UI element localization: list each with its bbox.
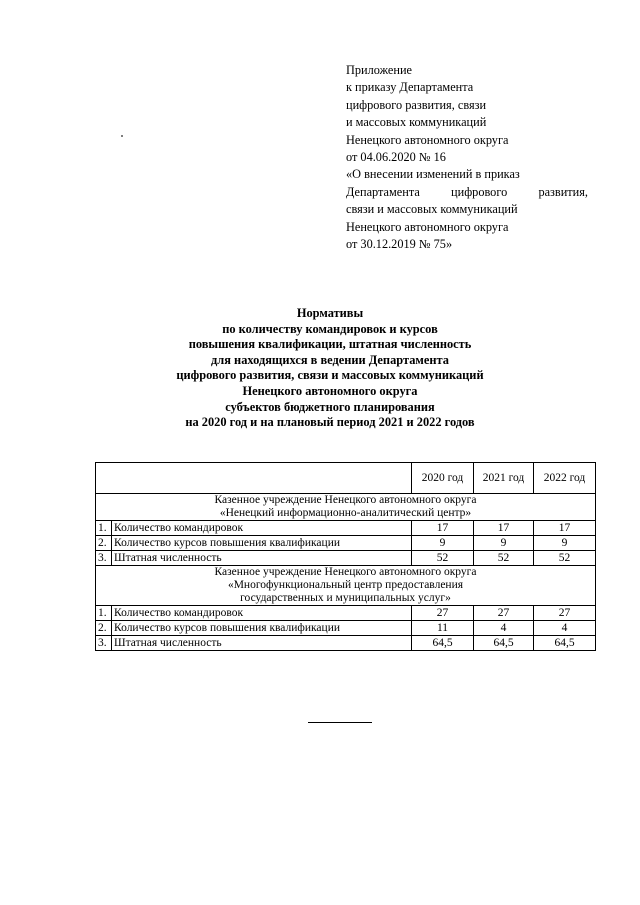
title-line: повышения квалификации, штатная численность <box>188 337 472 352</box>
appendix-line: Департамента цифрового развития, <box>346 184 588 199</box>
appendix-line: от 30.12.2019 № 75» <box>346 237 453 252</box>
section-heading-row <box>96 566 596 606</box>
row-number: 2. <box>96 621 112 636</box>
row-value: 64,5 <box>474 636 534 651</box>
row-value: 4 <box>474 621 534 636</box>
appendix-line: Ненецкого автономного округа <box>346 219 509 234</box>
title-line: Нормативы <box>296 306 364 320</box>
row-label: Штатная численность <box>112 636 412 651</box>
norms-table <box>95 462 596 651</box>
row-value: 52 <box>534 551 596 566</box>
row-value: 64,5 <box>412 636 474 651</box>
row-label: Количество курсов повышения квалификации <box>112 621 412 636</box>
appendix-line: цифрового развития, связи <box>346 97 487 112</box>
row-value: 9 <box>474 536 534 551</box>
appendix-line: Ненецкого автономного округа <box>346 132 509 147</box>
row-value: 52 <box>474 551 534 566</box>
appendix-line: от 04.06.2020 № 16 <box>346 150 446 165</box>
appendix-line: связи и массовых коммуникаций <box>346 202 518 217</box>
header-year: 2020 год <box>412 463 474 494</box>
row-value: 27 <box>534 606 596 621</box>
title-line: субъектов бюджетного планирования <box>225 399 435 414</box>
row-number: 1. <box>96 606 112 621</box>
row-value: 9 <box>412 536 474 551</box>
title-line: на 2020 год и на плановый период 2021 и 2022 годов <box>185 415 475 430</box>
row-number: 3. <box>96 551 112 566</box>
section-heading-line: «Многофункциональный центр предоставления <box>227 579 464 591</box>
section-heading-line: Казенное учреждение Ненецкого автономного округа <box>214 494 477 506</box>
row-number: 3. <box>96 636 112 651</box>
section-heading <box>96 494 596 521</box>
row-number: 2. <box>96 536 112 551</box>
table-header-row <box>96 463 596 494</box>
appendix-line: и массовых коммуникаций <box>346 115 487 130</box>
appendix-line: «О внесении изменений в приказ <box>346 167 520 182</box>
row-label: Штатная численность <box>112 551 412 566</box>
section-heading-line: «Ненецкий информационно-аналитический центр» <box>219 507 472 519</box>
section-heading-line: государственных и муниципальных услуг» <box>240 592 451 604</box>
section-heading-row <box>96 494 596 521</box>
row-value: 27 <box>474 606 534 621</box>
appendix-line: к приказу Департамента <box>346 80 474 95</box>
table-row <box>96 606 596 621</box>
header-empty-cell <box>96 463 412 494</box>
title-line: цифрового развития, связи и массовых коммуникаций <box>176 368 484 383</box>
header-year: 2021 год <box>474 463 534 494</box>
table-row <box>96 621 596 636</box>
row-value: 11 <box>412 621 474 636</box>
row-value: 17 <box>412 521 474 536</box>
appendix-block <box>346 62 588 253</box>
title-line: Ненецкого автономного округа <box>242 383 418 398</box>
scan-speck <box>121 135 123 137</box>
closing-divider-line <box>308 722 372 723</box>
row-label: Количество командировок <box>112 521 412 536</box>
row-number: 1. <box>96 521 112 536</box>
row-value: 17 <box>474 521 534 536</box>
row-value: 4 <box>534 621 596 636</box>
row-label: Количество командировок <box>112 606 412 621</box>
row-value: 9 <box>534 536 596 551</box>
appendix-line: Приложение <box>346 63 412 77</box>
row-value: 27 <box>412 606 474 621</box>
table-row <box>96 636 596 651</box>
row-value: 52 <box>412 551 474 566</box>
title-line: для находящихся в ведении Департамента <box>211 352 449 367</box>
table-row <box>96 536 596 551</box>
table-row <box>96 551 596 566</box>
row-value: 17 <box>534 521 596 536</box>
row-label: Количество курсов повышения квалификации <box>112 536 412 551</box>
row-value: 64,5 <box>534 636 596 651</box>
header-year: 2022 год <box>534 463 596 494</box>
document-title <box>80 306 580 431</box>
title-line: по количеству командировок и курсов <box>222 321 438 336</box>
section-heading-line: Казенное учреждение Ненецкого автономного округа <box>214 566 477 578</box>
section-heading <box>96 566 596 606</box>
table-row <box>96 521 596 536</box>
